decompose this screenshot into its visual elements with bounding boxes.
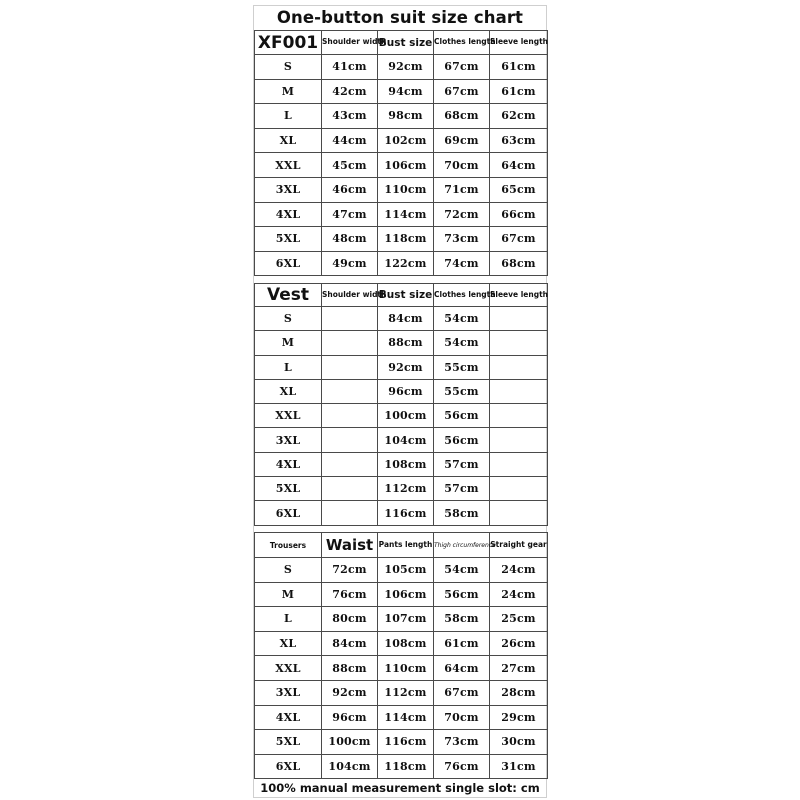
value-cell-4 [490,307,548,331]
value-cell-1: 104cm [322,754,378,779]
value-cell-4 [490,379,548,403]
value-cell-1: 80cm [322,607,378,632]
size-cell: XL [255,379,322,403]
value-cell-1: 47cm [322,202,378,227]
value-cell-4: 30cm [490,730,548,755]
value-cell-4: 66cm [490,202,548,227]
header-shoulder-width: Shoulder width [322,31,378,55]
table-row [255,355,548,379]
size-cell: 6XL [255,501,322,525]
value-cell-1 [322,379,378,403]
size-cell: 5XL [255,730,322,755]
size-cell: XL [255,631,322,656]
value-cell-1: 43cm [322,104,378,129]
value-cell-1: 45cm [322,153,378,178]
size-cell: 6XL [255,251,322,276]
size-cell: XXL [255,404,322,428]
table-row [255,452,548,476]
value-cell-1: 92cm [322,680,378,705]
table-row [255,177,548,202]
value-cell-3: 57cm [434,477,490,501]
value-cell-4: 27cm [490,656,548,681]
value-cell-1: 72cm [322,558,378,583]
value-cell-4 [490,355,548,379]
value-cell-2: 112cm [378,680,434,705]
size-cell: 4XL [255,452,322,476]
vest-size-table [254,283,548,526]
value-cell-1: 84cm [322,631,378,656]
value-cell-2: 107cm [378,607,434,632]
value-cell-2: 114cm [378,705,434,730]
size-cell: 3XL [255,680,322,705]
value-cell-2: 92cm [378,355,434,379]
value-cell-3: 70cm [434,153,490,178]
value-cell-3: 74cm [434,251,490,276]
size-cell: 3XL [255,177,322,202]
size-cell: 5XL [255,477,322,501]
size-cell: S [255,307,322,331]
value-cell-3: 55cm [434,355,490,379]
table-row [255,607,548,632]
table-row [255,582,548,607]
header-clothes-length: Clothes length [434,31,490,55]
value-cell-2: 110cm [378,656,434,681]
value-cell-3: 54cm [434,331,490,355]
value-cell-2: 118cm [378,227,434,252]
table-row [255,656,548,681]
table-row [255,754,548,779]
value-cell-3: 70cm [434,705,490,730]
value-cell-3: 72cm [434,202,490,227]
value-cell-4 [490,404,548,428]
value-cell-3: 58cm [434,607,490,632]
value-cell-1: 41cm [322,55,378,80]
size-cell: XXL [255,153,322,178]
header-pants-length: Pants length [378,533,434,558]
header-waist: Waist [322,533,378,558]
value-cell-2: 94cm [378,79,434,104]
value-cell-1 [322,307,378,331]
size-cell: 4XL [255,705,322,730]
value-cell-4: 63cm [490,128,548,153]
header-bust-size: Bust size [378,31,434,55]
value-cell-2: 104cm [378,428,434,452]
value-cell-3: 76cm [434,754,490,779]
value-cell-1 [322,477,378,501]
value-cell-3: 61cm [434,631,490,656]
value-cell-1: 44cm [322,128,378,153]
table-row [255,104,548,129]
header-sleeve-length: Sleeve length [490,284,548,307]
value-cell-4 [490,331,548,355]
suit-size-table [254,30,548,276]
value-cell-2: 112cm [378,477,434,501]
table-header-row [255,31,548,55]
table-row [255,730,548,755]
value-cell-4: 61cm [490,55,548,80]
value-cell-3: 73cm [434,227,490,252]
value-cell-2: 108cm [378,452,434,476]
chart-title: One-button suit size chart [276,8,524,27]
value-cell-1 [322,331,378,355]
value-cell-3: 54cm [434,307,490,331]
value-cell-3: 64cm [434,656,490,681]
value-cell-2: 116cm [378,501,434,525]
table-row [255,55,548,80]
trousers-label: Trousers [255,533,322,558]
size-cell: XL [255,128,322,153]
value-cell-2: 88cm [378,331,434,355]
size-cell: 4XL [255,202,322,227]
size-cell: L [255,607,322,632]
value-cell-2: 108cm [378,631,434,656]
value-cell-1: 96cm [322,705,378,730]
value-cell-1: 49cm [322,251,378,276]
value-cell-3: 58cm [434,501,490,525]
value-cell-2: 98cm [378,104,434,129]
value-cell-4 [490,428,548,452]
value-cell-3: 56cm [434,582,490,607]
header-thigh-circumference: Thigh circumference [434,533,490,558]
value-cell-1 [322,355,378,379]
header-straight-gear: Straight gear [490,533,548,558]
value-cell-3: 71cm [434,177,490,202]
value-cell-1 [322,452,378,476]
value-cell-4: 24cm [490,558,548,583]
table-row [255,680,548,705]
table-row [255,251,548,276]
value-cell-3: 56cm [434,428,490,452]
table-row [255,331,548,355]
value-cell-2: 100cm [378,404,434,428]
value-cell-4: 62cm [490,104,548,129]
value-cell-2: 105cm [378,558,434,583]
value-cell-4: 67cm [490,227,548,252]
value-cell-3: 67cm [434,79,490,104]
value-cell-4: 28cm [490,680,548,705]
size-cell: 5XL [255,227,322,252]
table-row [255,79,548,104]
value-cell-4: 31cm [490,754,548,779]
value-cell-4: 25cm [490,607,548,632]
table-row [255,128,548,153]
table-row [255,379,548,403]
value-cell-2: 116cm [378,730,434,755]
table-row [255,227,548,252]
header-clothes-length: Clothes length [434,284,490,307]
value-cell-1 [322,501,378,525]
suit-model-label: XF001 [255,31,322,55]
size-cell: 3XL [255,428,322,452]
table-row [255,501,548,525]
value-cell-2: 102cm [378,128,434,153]
value-cell-2: 106cm [378,153,434,178]
value-cell-3: 56cm [434,404,490,428]
size-cell: L [255,104,322,129]
value-cell-3: 57cm [434,452,490,476]
size-cell: L [255,355,322,379]
size-cell: S [255,55,322,80]
value-cell-2: 96cm [378,379,434,403]
value-cell-1: 46cm [322,177,378,202]
value-cell-1: 48cm [322,227,378,252]
trousers-size-table [254,532,548,779]
table-row [255,558,548,583]
value-cell-1: 100cm [322,730,378,755]
value-cell-2: 106cm [378,582,434,607]
size-cell: XXL [255,656,322,681]
header-shoulder-width: Shoulder width [322,284,378,307]
value-cell-4: 68cm [490,251,548,276]
table-row [255,202,548,227]
table-row [255,307,548,331]
value-cell-3: 67cm [434,55,490,80]
value-cell-1: 88cm [322,656,378,681]
value-cell-4: 65cm [490,177,548,202]
size-cell: M [255,79,322,104]
value-cell-2: 114cm [378,202,434,227]
table-header-row [255,284,548,307]
size-cell: M [255,331,322,355]
value-cell-4: 29cm [490,705,548,730]
value-cell-3: 54cm [434,558,490,583]
value-cell-2: 110cm [378,177,434,202]
value-cell-3: 67cm [434,680,490,705]
value-cell-2: 84cm [378,307,434,331]
table-header-row [255,533,548,558]
value-cell-3: 68cm [434,104,490,129]
value-cell-4 [490,452,548,476]
table-row [255,428,548,452]
value-cell-4: 61cm [490,79,548,104]
vest-label: Vest [255,284,322,307]
table-row [255,631,548,656]
size-cell: S [255,558,322,583]
value-cell-4: 24cm [490,582,548,607]
value-cell-1 [322,428,378,452]
value-cell-4 [490,477,548,501]
table-row [255,404,548,428]
value-cell-4: 64cm [490,153,548,178]
measurement-note: 100% manual measurement single slot: cm [260,781,540,795]
size-cell: M [255,582,322,607]
size-cell: 6XL [255,754,322,779]
value-cell-2: 122cm [378,251,434,276]
table-row [255,477,548,501]
table-row [255,153,548,178]
value-cell-2: 118cm [378,754,434,779]
table-row [255,705,548,730]
value-cell-3: 69cm [434,128,490,153]
value-cell-3: 73cm [434,730,490,755]
value-cell-2: 92cm [378,55,434,80]
header-bust-size: Bust size [378,284,434,307]
value-cell-4 [490,501,548,525]
header-sleeve-length: Sleeve length [490,31,548,55]
value-cell-1: 42cm [322,79,378,104]
value-cell-1 [322,404,378,428]
value-cell-4: 26cm [490,631,548,656]
value-cell-1: 76cm [322,582,378,607]
value-cell-3: 55cm [434,379,490,403]
